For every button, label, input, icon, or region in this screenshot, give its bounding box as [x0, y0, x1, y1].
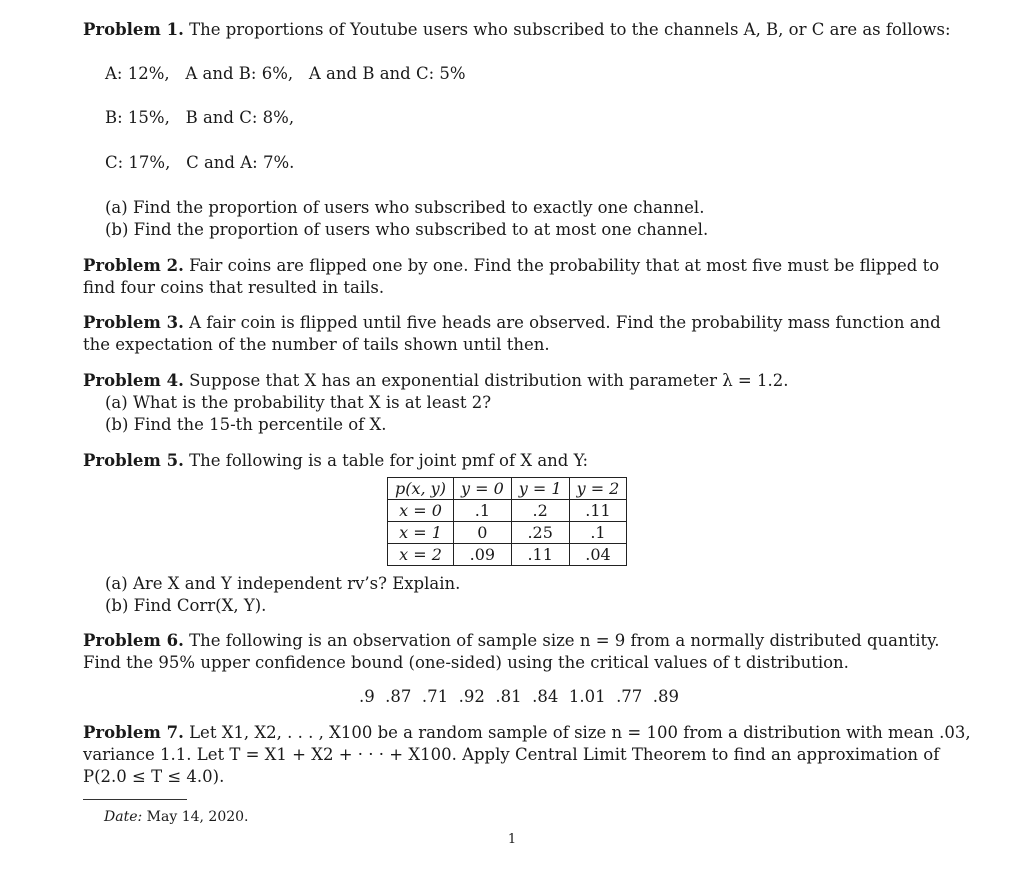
problem-2-line-2: find four coins that resulted in tails. [83, 278, 385, 297]
table-row-header: x = 2 [388, 544, 454, 566]
problem-6 [83, 630, 955, 674]
table-cell: .2 [511, 500, 569, 522]
problem-5-part-a: (a) Are X and Y independent rv’s? Explain. [105, 574, 461, 593]
table-row [388, 500, 627, 522]
problem-5-title: Problem 5. [83, 451, 184, 470]
problem-5-line-1: The following is a table for joint pmf of X and Y: [189, 451, 589, 470]
problem-1-row-1: A: 12%, A and B: 6%, A and B and C: 5% [105, 64, 466, 83]
problem-7-line-2: variance 1.1. Let T = X1 + X2 + · · · + X100. Apply Central Limit Theorem to find an approximation of [83, 745, 940, 764]
table-row-header: x = 0 [388, 500, 454, 522]
table-cell: .1 [453, 500, 511, 522]
date-label: Date: [104, 809, 143, 825]
page-number: 1 [507, 832, 517, 847]
problem-5-part-b: (b) Find Corr(X, Y). [105, 596, 267, 615]
table-header-row [388, 478, 627, 500]
joint-pmf-table [387, 477, 627, 566]
table-cell: .11 [511, 544, 569, 566]
problem-2-title: Problem 2. [83, 256, 184, 275]
problem-3-line-1: A fair coin is flipped until five heads are observed. Find the probability mass function and [189, 313, 941, 332]
problem-3-title: Problem 3. [83, 313, 184, 332]
problem-7-line-1: Let X1, X2, . . . , X100 be a random sample of size n = 100 from a distribution with mean .03, [189, 723, 971, 742]
table-header-cell: y = 2 [569, 478, 627, 500]
problem-1-part-b: (b) Find the proportion of users who subscribed to at most one channel. [105, 220, 709, 239]
problem-1-row-3: C: 17%, C and A: 7%. [105, 153, 295, 172]
table-cell: .04 [569, 544, 627, 566]
problem-7-title: Problem 7. [83, 723, 184, 742]
table-cell: .11 [569, 500, 627, 522]
date-value: May 14, 2020. [146, 809, 249, 825]
problem-2-line-1: Fair coins are flipped one by one. Find the probability that at most five must be flipped to [189, 256, 940, 275]
problem-4-line-1: Suppose that X has an exponential distribution with parameter λ = 1.2. [189, 371, 789, 390]
problem-7 [83, 722, 971, 788]
problem-6-title: Problem 6. [83, 631, 184, 650]
table-cell: 0 [453, 522, 511, 544]
problem-4-part-b: (b) Find the 15-th percentile of X. [105, 415, 387, 434]
problem-1-row-2: B: 15%, B and C: 8%, [105, 108, 295, 127]
problem-5-parts [83, 573, 955, 617]
problem-2 [83, 255, 955, 299]
problem-1-intro: The proportions of Youtube users who subscribed to the channels A, B, or C are as follows: [189, 20, 951, 39]
table-header-cell: y = 1 [511, 478, 569, 500]
table-cell: .1 [569, 522, 627, 544]
footnote-rule [83, 799, 187, 800]
problem-6-data: .9 .87 .71 .92 .81 .84 1.01 .77 .89 [358, 687, 680, 706]
problem-6-line-2: Find the 95% upper confidence bound (one-sided) using the critical values of t distribution. [83, 653, 849, 672]
problem-1-parts [83, 197, 955, 241]
problem-1-title: Problem 1. [83, 20, 184, 39]
problem-5 [83, 450, 955, 472]
table-header-cell: p(x, y) [388, 478, 454, 500]
date-footnote [104, 806, 249, 828]
problem-4-part-a: (a) What is the probability that X is at least 2? [105, 393, 492, 412]
problem-7-line-3: P(2.0 ≤ T ≤ 4.0). [83, 767, 225, 786]
problem-6-line-1: The following is an observation of sample size n = 9 from a normally distributed quantity. [189, 631, 940, 650]
problem-4-title: Problem 4. [83, 371, 184, 390]
problem-3 [83, 312, 955, 356]
problem-3-line-2: the expectation of the number of tails shown until then. [83, 335, 550, 354]
table-row-header: x = 1 [388, 522, 454, 544]
table-cell: .25 [511, 522, 569, 544]
table-header-cell: y = 0 [453, 478, 511, 500]
table-row [388, 522, 627, 544]
table-cell: .09 [453, 544, 511, 566]
problem-4 [83, 370, 955, 436]
problem-1-part-a: (a) Find the proportion of users who subscribed to exactly one channel. [105, 198, 705, 217]
table-row [388, 544, 627, 566]
problem-1 [83, 19, 955, 41]
